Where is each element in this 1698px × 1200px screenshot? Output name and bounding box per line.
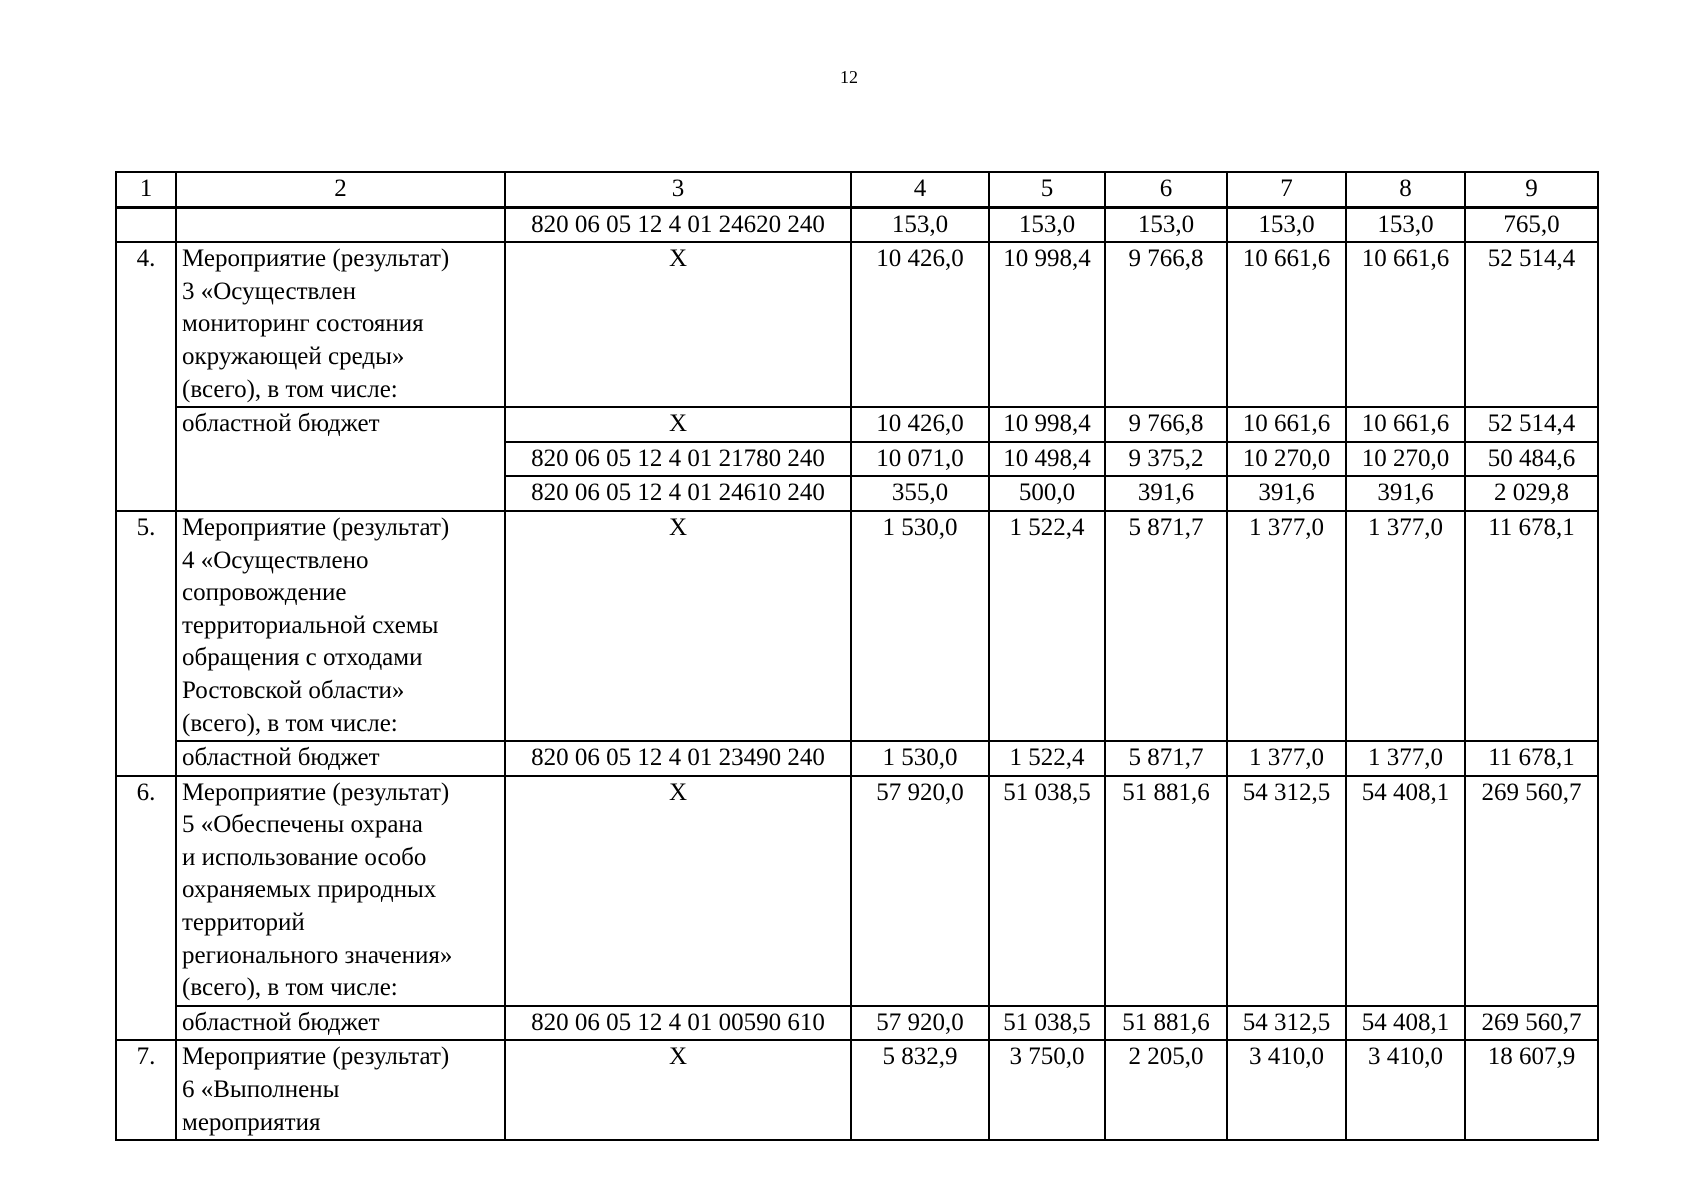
name-line: сопровождение [182,579,347,607]
row-number-cell: 7. [116,1040,176,1140]
header-cell: 1 [116,172,176,207]
code-cell: 820 06 05 12 4 01 24620 240 [505,207,851,242]
code-cell: 820 06 05 12 4 01 00590 610 [505,1006,851,1041]
name-cell [176,242,505,407]
value-cell: 1 377,0 [1227,741,1346,776]
code-cell: X [505,511,851,741]
header-cell: 5 [989,172,1105,207]
name-line: обращения с отходами [182,644,423,672]
value-cell: 54 408,1 [1346,1006,1465,1041]
value-cell: 11 678,1 [1465,741,1598,776]
value-cell: 5 871,7 [1105,741,1227,776]
value-cell: 54 408,1 [1346,776,1465,1006]
value-cell: 2 029,8 [1465,476,1598,511]
header-row [116,172,1598,207]
value-cell: 18 607,9 [1465,1040,1598,1140]
table-row [116,1006,1598,1041]
name-cell [176,511,505,741]
name-line: Мероприятие (результат) [182,513,450,541]
code-cell: X [505,1040,851,1140]
name-line: мероприятия [182,1108,321,1136]
name-line: Мероприятие (результат) [182,778,450,806]
value-cell: 1 377,0 [1227,511,1346,741]
code-cell: 820 06 05 12 4 01 21780 240 [505,442,851,477]
value-cell: 2 205,0 [1105,1040,1227,1140]
value-cell: 765,0 [1465,207,1598,242]
table-row [116,407,1598,442]
value-cell: 391,6 [1105,476,1227,511]
name-line: Мероприятие (результат) [182,245,450,273]
value-cell: 3 410,0 [1346,1040,1465,1140]
code-cell: X [505,242,851,407]
value-cell: 10 270,0 [1227,442,1346,477]
value-cell: 391,6 [1346,476,1465,511]
table-row [116,242,1598,407]
value-cell: 9 375,2 [1105,442,1227,477]
value-cell: 51 038,5 [989,1006,1105,1041]
page-number: 12 [840,67,858,87]
table-row [116,511,1598,741]
value-cell: 51 038,5 [989,776,1105,1006]
value-cell: 51 881,6 [1105,1006,1227,1041]
name-cell [176,1040,505,1140]
row-number-cell [116,207,176,242]
value-cell: 10 498,4 [989,442,1105,477]
value-cell: 10 998,4 [989,242,1105,407]
value-cell: 54 312,5 [1227,1006,1346,1041]
row-number-cell: 4. [116,242,176,511]
budget-table [115,171,1599,1141]
value-cell: 153,0 [1227,207,1346,242]
value-cell: 57 920,0 [851,1006,989,1041]
value-cell: 1 530,0 [851,741,989,776]
value-cell: 269 560,7 [1465,1006,1598,1041]
name-cell [176,776,505,1006]
header-cell: 4 [851,172,989,207]
table-row [116,776,1598,1006]
value-cell: 10 426,0 [851,242,989,407]
name-line: охраняемых природных [182,876,437,904]
value-cell: 51 881,6 [1105,776,1227,1006]
value-cell: 1 377,0 [1346,511,1465,741]
name-line: Ростовской области» [182,676,405,704]
value-cell: 1 377,0 [1346,741,1465,776]
name-line: (всего), в том числе: [182,974,398,1002]
row-number-cell: 6. [116,776,176,1041]
name-cell: областной бюджет [176,741,505,776]
value-cell: 3 750,0 [989,1040,1105,1140]
value-cell: 3 410,0 [1227,1040,1346,1140]
name-line: 5 «Обеспечены охрана [182,811,423,839]
table-row [116,741,1598,776]
name-line: территориальной схемы [182,611,439,639]
code-cell: X [505,776,851,1006]
value-cell: 9 766,8 [1105,407,1227,442]
header-cell: 6 [1105,172,1227,207]
name-line: окружающей среды» [182,342,405,370]
value-cell: 153,0 [1346,207,1465,242]
value-cell: 1 530,0 [851,511,989,741]
value-cell: 153,0 [851,207,989,242]
value-cell: 9 766,8 [1105,242,1227,407]
value-cell: 1 522,4 [989,741,1105,776]
header-cell: 9 [1465,172,1598,207]
name-cell [176,207,505,242]
name-line: мониторинг состояния [182,310,424,338]
value-cell: 153,0 [989,207,1105,242]
value-cell: 10 270,0 [1346,442,1465,477]
value-cell: 500,0 [989,476,1105,511]
name-cell: областной бюджет [176,1006,505,1041]
name-line: Мероприятие (результат) [182,1043,450,1071]
value-cell: 52 514,4 [1465,407,1598,442]
value-cell: 355,0 [851,476,989,511]
header-cell: 8 [1346,172,1465,207]
name-cell: областной бюджет [176,407,505,511]
code-cell: 820 06 05 12 4 01 24610 240 [505,476,851,511]
name-line: (всего), в том числе: [182,375,398,403]
table-row [116,1040,1598,1140]
table-row [116,207,1598,242]
name-line: 6 «Выполнены [182,1076,340,1104]
value-cell: 10 071,0 [851,442,989,477]
value-cell: 10 426,0 [851,407,989,442]
value-cell: 10 661,6 [1346,242,1465,407]
value-cell: 50 484,6 [1465,442,1598,477]
value-cell: 10 661,6 [1346,407,1465,442]
value-cell: 391,6 [1227,476,1346,511]
value-cell: 153,0 [1105,207,1227,242]
name-line: (всего), в том числе: [182,709,398,737]
value-cell: 54 312,5 [1227,776,1346,1006]
name-line: регионального значения» [182,941,453,969]
name-line: территорий [182,909,305,937]
value-cell: 52 514,4 [1465,242,1598,407]
value-cell: 10 661,6 [1227,242,1346,407]
header-cell: 3 [505,172,851,207]
name-line: 4 «Осуществлено [182,546,369,574]
name-line: 3 «Осуществлен [182,277,356,305]
name-line: и использование особо [182,843,427,871]
value-cell: 5 832,9 [851,1040,989,1140]
value-cell: 57 920,0 [851,776,989,1006]
header-cell: 7 [1227,172,1346,207]
value-cell: 1 522,4 [989,511,1105,741]
header-cell: 2 [176,172,505,207]
row-number-cell: 5. [116,511,176,776]
value-cell: 10 998,4 [989,407,1105,442]
code-cell: X [505,407,851,442]
value-cell: 5 871,7 [1105,511,1227,741]
code-cell: 820 06 05 12 4 01 23490 240 [505,741,851,776]
value-cell: 11 678,1 [1465,511,1598,741]
value-cell: 10 661,6 [1227,407,1346,442]
value-cell: 269 560,7 [1465,776,1598,1006]
